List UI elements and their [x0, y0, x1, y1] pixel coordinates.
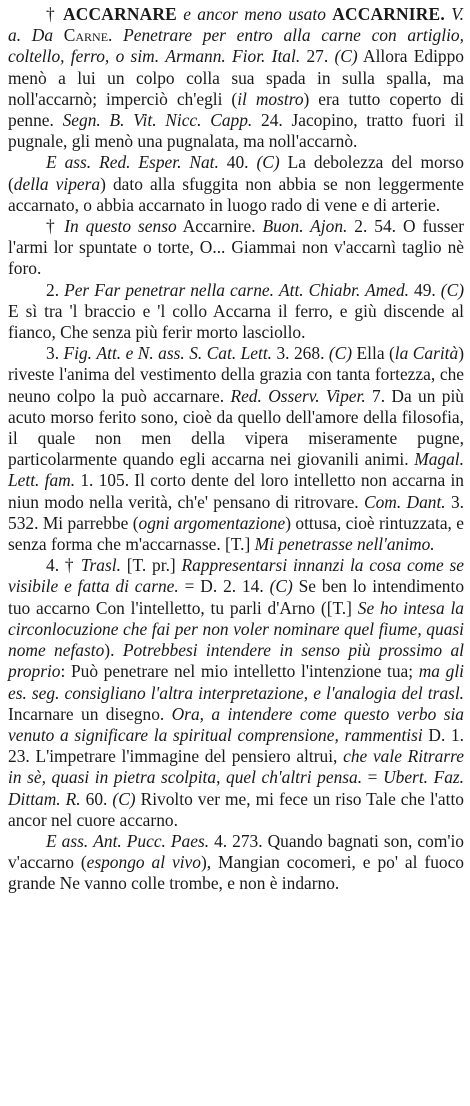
- quotation-text: Ella (: [352, 343, 395, 364]
- quotation-text: Rivolto ver me, mi fece un riso Tale che l'atto ancor nel cuore accarno.: [8, 788, 464, 830]
- quotation-text: D. 1. 23. L'impetrare l'immagine del pensiero altrui,: [8, 724, 464, 767]
- quotation-text: La debolezza del morso (: [8, 152, 464, 194]
- tommaseo-mark: [T.]: [326, 597, 352, 618]
- entry-sense-3: 3. Fig. Att. e N. ass. S. Cat. Lett. 3. 268. (C) Ella (la Carità) riveste l'anima del vestimento della grazia con tanta fortezza, che neuno colpo la può accarnare. Red. Osserv. Viper. 7. Da un più acuto morso ferito sono, cioè da quello dell'amore della filosofia, il quale non men della vipera miseramente pugne, particolarmente quando egli accarna nei giovanili animi. Magal. Lett. fam. 1. 105. Il corto dente del loro intelletto non accarna in niun modo nella verità, ch'e' pensano di ritrovare. Com. Dant. 3. 532. Mi parrebbe (ogni argomentazione) ottusa, cioè rintuzzata, e senza forma che m'accarnasse. [T.] Mi penetrasse nell'animo.: [8, 343, 465, 555]
- etymology-prefix: Da: [31, 25, 54, 46]
- etymology-word: Carne.: [63, 25, 113, 46]
- sense-label: Fig.: [63, 343, 93, 364]
- dagger-mark: †: [46, 4, 57, 24]
- entry-paragraph-absolute: E ass. Red. Esper. Nat. 40. (C) La debolezza del morso (della vipera) dato alla sfuggita non abbia se non leggermente accarnato, o abbia accarnato in luogo rado di vene e di arterie.: [8, 152, 464, 215]
- headword: ACCARNARE: [63, 4, 177, 24]
- tommaseo-mark: [T. pr.]: [126, 555, 176, 576]
- sense-number: 3.: [46, 343, 60, 364]
- dictionary-entry-accarnare: [8, 4, 464, 895]
- commentary: Ora, a intendere come questo verbo sia venuto a significare la spiritual comprensione, rammentisi: [8, 703, 464, 745]
- definition: Per Far penetrar nella carne.: [64, 279, 274, 300]
- quotation-text: Incarnare un disegno.: [8, 703, 172, 724]
- source-citation: Ubert. Faz. Dittam. R.: [8, 767, 465, 809]
- crusca-mark: (C): [269, 576, 293, 597]
- entry-paragraph-main: † ACCARNARE e ancor meno usato ACCARNIRE. V. a. Da Carne. Penetrare per entro alla carne con artiglio, coltello, ferro, o sim. Armann. Fior. Ital. 27. (C) Allora Edippo menò a lui un colpo colla sua spada in sulla spalla, ma noll'accarnò; imperciò ch'egli (il mostro) era tutto coperto di penne. Segn. B. Vit. Nicc. Capp. 24. Jacopino, tratto fuori il pugnale, gli menò una pugnalata, ma noll'accarnò.: [8, 4, 464, 152]
- quotation-text: ) dato alla sfuggita non abbia se non leggermente accarnato, o abbia accarnato in luogo rado di vene e di arterie.: [8, 173, 464, 215]
- gloss: il mostro: [237, 88, 304, 109]
- source-citation: Buon. Ajon.: [262, 216, 348, 237]
- sense-number: 2.: [46, 279, 60, 300]
- crusca-mark: (C): [334, 46, 358, 67]
- source-citation: Armann. Fior. Ital.: [165, 46, 301, 67]
- quotation-text: ).: [104, 640, 123, 661]
- quotation-text: ) era tutto coperto di penne.: [8, 88, 464, 131]
- gloss: espongo al vivo: [86, 852, 201, 873]
- crusca-mark: (C): [256, 152, 280, 173]
- part-of-speech: V. a.: [8, 4, 464, 46]
- quotation-text: Se ben lo intendimento tuo accarno Con l'intelletto, tu parli d'Arno (: [8, 576, 465, 618]
- tommaseo-mark: [T.]: [225, 534, 251, 555]
- source-citation: Red. Osserv. Viper.: [230, 385, 366, 406]
- sense-label: In questo senso: [64, 216, 177, 237]
- crusca-mark: (C): [440, 279, 464, 300]
- commentary: Se ho intesa la circonlocuzione che fai per non voler nominare quel fiume, quasi nome nefasto: [8, 597, 464, 661]
- quotation-text: 4. 273. Quando bagnati son, com'io v'accarno (: [8, 830, 465, 873]
- quotation-text: ), Mangian cocomeri, e po' al fuoco grande Ne vanno colle trombe, e non è indarno.: [8, 852, 464, 894]
- gloss: la Carità: [394, 343, 459, 364]
- entry-sense-4: 4. † Trasl. [T. pr.] Rappresentarsi innanzi la cosa come se visibile e fatta di carne. = D. 2. 14. (C) Se ben lo intendimento tuo accarno Con l'intelletto, tu parli d'Arno ([T.] Se ho intesa la circonlocuzione che fai per non voler nominare quel fiume, quasi nome nefasto). Potrebbesi intendere in senso più prossimo al proprio: Può penetrare nel mio intelletto l'intenzione tua; ma gli es. seg. consigliano l'altra interpretazione, e l'analogia del trasl. Incarnare un disegno. Ora, a intendere come questo verbo sia venuto a significare la spiritual comprensione, rammentisi D. 1. 23. L'impetrare l'immagine del pensiero altrui, che vale Ritrarre in sè, quasi in pietra scolpita, quel ch'altri pensa. = Ubert. Faz. Dittam. R. 60. (C) Rivolto ver me, mi fece un riso Tale che l'atto ancor nel cuore accarno.: [8, 555, 465, 830]
- source-citation: Magal. Lett. fam.: [8, 449, 464, 491]
- quotation-text: 2. 54. O fusser l'armi lor spuntate o torte, O... Giammai non v'accarnì taglio nè foro.: [8, 216, 464, 279]
- commentary: quel ch'altri pensa.: [226, 767, 363, 788]
- quotation-text: 3. 532. Mi parrebbe (: [8, 491, 465, 533]
- gloss: ogni argomentazione: [138, 512, 286, 533]
- source-citation: Com. Dant.: [363, 491, 446, 512]
- headword-note: e ancor meno usato: [183, 4, 326, 24]
- source-citation: Segn. B. Vit. Nicc. Capp.: [62, 110, 253, 131]
- dagger-mark: †: [46, 216, 58, 237]
- quotation-text: 1. 105. Il corto dente del loro intelletto non accarna in niun modo nella verità, ch'e' pensano di ritrovare.: [8, 470, 464, 512]
- definition: Penetrare per entro alla carne con artiglio, coltello, ferro, o sim.: [8, 25, 464, 67]
- headword-variant: ACCARNIRE.: [332, 4, 445, 24]
- quotation-text: 24. Jacopino, tratto fuori il pugnale, gli menò una pugnalata, ma noll'accarnò.: [8, 110, 464, 152]
- commentary: ma gli es. seg. consigliano l'altra interpretazione: [8, 661, 464, 703]
- crusca-mark: (C): [328, 343, 353, 364]
- quotation-text: 7. Da un più acuto morso ferito sono, cioè da quello dell'amore della filosofia, il quale non men della vipera miseramente pugne, particolarmente quando egli accarna nei giovanili animi.: [8, 385, 465, 470]
- commentary: Potrebbesi intendere in senso più prossimo al proprio: [8, 640, 464, 682]
- commentary: che vale Ritrarre in sè, quasi in pietra scolpita: [8, 746, 464, 788]
- gloss: Mi penetrasse nell'animo.: [254, 534, 435, 555]
- quotation-text: E sì tra 'l braccio e 'l collo Accarna il ferro, e giù discende al fianco, Che senza più ferir morto lasciollo.: [8, 300, 464, 343]
- quotation-text: : Può penetrare nel mio intelletto l'intenzione tua;: [60, 661, 419, 682]
- sense-number: 4.: [46, 555, 60, 576]
- quotation-text: ) ottusa, cioè rintuzzata, e senza forma che m'accarnasse.: [8, 512, 465, 555]
- entry-paragraph-this-sense: † In questo senso Accarnire. Buon. Ajon. 2. 54. O fusser l'armi lor spuntate o torte, O... Giammai non v'accarnì taglio nè foro.: [8, 216, 464, 279]
- source-citation: Red. Esper. Nat.: [99, 152, 219, 173]
- source-citation: Att. e N. ass. S. Cat. Lett.: [96, 343, 273, 364]
- source-citation: Ant. Pucc. Paes.: [93, 830, 210, 851]
- sense-label: Trasl.: [80, 555, 121, 576]
- sense-label: E ass.: [46, 830, 89, 851]
- gloss: della vipera: [13, 173, 101, 194]
- entry-paragraph-absolute-2: [8, 831, 464, 895]
- quotation-text: ) riveste l'anima del vestimento della grazia con tanta fortezza, che neuno colpo la può accarnare.: [8, 343, 464, 406]
- crusca-mark: (C): [112, 788, 136, 809]
- dagger-mark: †: [64, 555, 76, 576]
- entry-sense-2: 2. Per Far penetrar nella carne. Att. Chiabr. Amed. 49. (C) E sì tra 'l braccio e 'l collo Accarna il ferro, e giù discende al fianco, Che senza più ferir morto lasciollo.: [8, 279, 464, 343]
- commentary: e l'analogia del trasl.: [313, 682, 464, 703]
- sense-label: E ass.: [46, 152, 92, 173]
- definition: Rappresentarsi innanzi la cosa come se visibile e fatta di carne.: [8, 555, 464, 597]
- quotation-text: Allora Edippo menò a lui un colpo colla sua spada in sulla spalla, ma noll'accarnò; imperciò ch'egli (: [8, 46, 464, 109]
- source-citation: Att. Chiabr. Amed.: [279, 279, 410, 300]
